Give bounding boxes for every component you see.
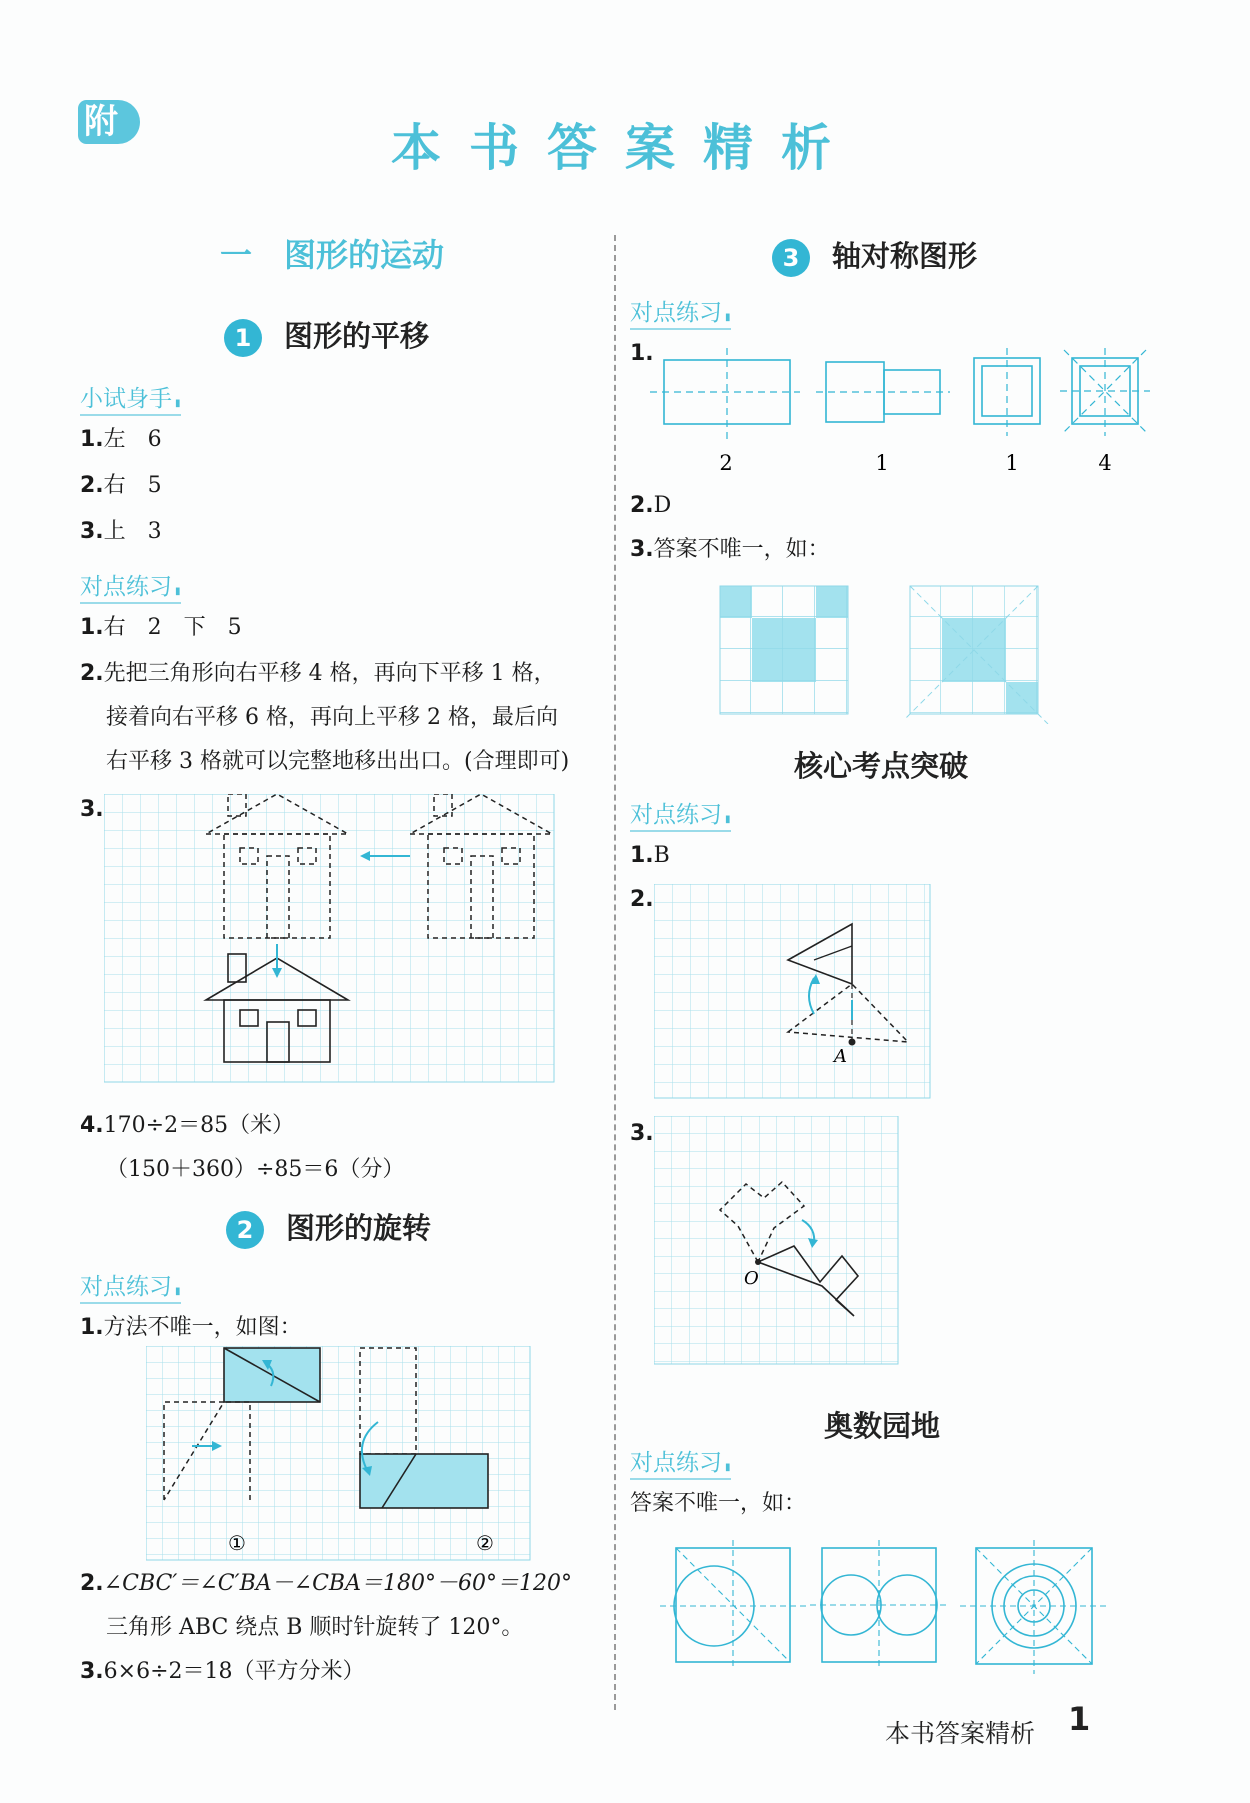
sub-practice-5: 对点练习 ▮: [630, 1444, 731, 1480]
appendix-tag: 附: [78, 100, 140, 144]
fig-label-1: ①: [228, 1531, 246, 1555]
sub-practice-4: 对点练习 ▮: [630, 796, 731, 832]
s1-b4-line1: 4.170÷2＝85（米）: [80, 1113, 295, 1138]
axis-count-3: 1: [1005, 451, 1019, 475]
section2-number: 2: [226, 1211, 264, 1249]
sub-practice-3: 对点练习 ▮: [630, 294, 731, 330]
s1-b2-line1: 2.先把三角形向右平移 4 格，再向下平移 1 格，: [80, 661, 556, 686]
core-q2: 2.: [630, 887, 654, 912]
s1-b3: 3.: [80, 797, 104, 822]
axis-count-1: 2: [719, 451, 733, 475]
s1-a1: 1.左 6: [80, 427, 162, 452]
olympiad-text: 答案不唯一，如：: [630, 1491, 807, 1516]
section1-heading: [224, 314, 429, 357]
rotation-figure: [146, 1346, 532, 1562]
s2-q1: 1.方法不唯一，如图：: [80, 1315, 302, 1340]
fig-label-2: ②: [476, 1531, 494, 1555]
core-q1: 1.B: [630, 843, 670, 868]
s3-q1: 1.: [630, 341, 654, 366]
sub-practice-1: 对点练习 ▮: [80, 568, 181, 604]
section3-heading: [772, 234, 977, 277]
section3-number: 3: [772, 239, 810, 277]
s1-a2: 2.右 5: [80, 473, 162, 498]
footer-label: 本书答案精析: [885, 1719, 1036, 1748]
s1-b1: 1.右 2 下 5: [80, 615, 242, 640]
section3-title: 轴对称图形: [832, 239, 978, 273]
core-q3: 3.: [630, 1121, 654, 1146]
axis-count-4: 4: [1098, 451, 1112, 475]
column-divider: [614, 235, 616, 1710]
page-number: 1: [1068, 1700, 1091, 1738]
symmetry-shapes: [650, 348, 1150, 478]
sub-practice-2: 对点练习 ▮: [80, 1268, 181, 1304]
core-figure-2: [654, 884, 932, 1100]
section2-heading: [226, 1206, 431, 1249]
axis-count-2: 1: [875, 451, 889, 475]
s1-b2-line2: 接着向右平移 6 格，再向上平移 2 格，最后向: [106, 705, 558, 730]
s1-b2-line3: 右平移 3 格就可以完整地移出出口。(合理即可): [106, 749, 570, 774]
section1-number: 1: [224, 319, 262, 357]
olympiad-title: 奥数园地: [824, 1409, 941, 1443]
s1-a3: 3.上 3: [80, 519, 162, 544]
s3-q3: 3.答案不唯一，如：: [630, 537, 830, 562]
core-figure-3: [654, 1116, 900, 1366]
s2-q3: 3.6×6÷2＝18（平方分米）: [80, 1659, 365, 1684]
s2-q2-line2: 三角形 ABC 绕点 B 顺时针旋转了 120°。: [106, 1615, 524, 1640]
s1-b4-line2: （150＋360）÷85＝6（分）: [106, 1157, 405, 1182]
core-title: 核心考点突破: [794, 749, 969, 783]
section1-title: 图形的平移: [284, 319, 430, 353]
point-O-label: O: [744, 1268, 759, 1289]
s3-q2: 2.D: [630, 493, 672, 518]
symmetry-grid-answers: [718, 584, 1058, 724]
house-translation-figure: [104, 794, 556, 1084]
s2-q2-line1: 2.∠CBC′＝∠C′BA－∠CBA＝180°－60°＝120°: [80, 1571, 572, 1596]
olympiad-patterns: [660, 1540, 1110, 1680]
section2-title: 图形的旋转: [286, 1211, 432, 1245]
page-title: 本书答案精析: [391, 119, 859, 177]
point-A-label: A: [834, 1046, 847, 1067]
unit-title: 一 图形的运动: [220, 236, 445, 274]
sub-try: 小试身手 ▮: [80, 380, 181, 416]
